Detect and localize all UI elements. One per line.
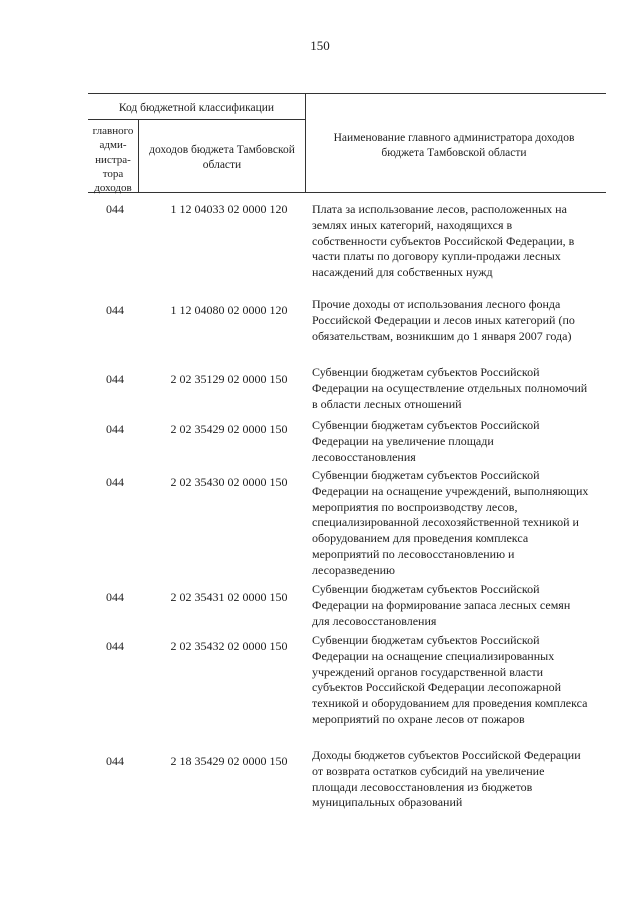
row-revenue-name: Субвенции бюджетам субъектов Российской Федерации на формирование запаса лесных семян для лесовосстановления xyxy=(312,582,571,628)
group-header-divider xyxy=(88,119,305,120)
header-administrator-name: Наименование главного администратора доходов бюджета Тамбовской области xyxy=(333,132,575,159)
table-top-border xyxy=(88,93,606,94)
row-revenue-name: Плата за использование лесов, расположенных на землях иных категорий, находящихся в собственности субъектов Российской Федерации, в части платы по договору купли-продажи лесных насаждений для собственных нужд xyxy=(312,202,575,280)
row-classification-code: 1 12 04080 02 0000 120 xyxy=(170,303,288,317)
row-revenue-name: Субвенции бюджетам субъектов Российской Федерации на оснащение учреждений, выполняющих мероприятия по воспроизводству лесов, специализированной лесохозяйственной техникой и оборудованием для проведения комплекса мероприятий по лесовосстановлению и лесоразведению xyxy=(312,468,589,577)
header-regional-income: доходов бюджета Тамбовской области xyxy=(149,144,295,171)
row-classification-code: 2 02 35129 02 0000 150 xyxy=(170,372,288,386)
row-administrator-code: 044 xyxy=(106,639,124,653)
column-divider-admin xyxy=(138,119,139,193)
row-administrator-code: 044 xyxy=(106,754,124,768)
row-classification-code: 2 02 35432 02 0000 150 xyxy=(170,639,288,653)
header-chief-administrator: главного адми-нистра-тора доходов xyxy=(92,125,134,195)
row-classification-code: 1 12 04033 02 0000 120 xyxy=(170,202,288,216)
header-classification-code: Код бюджетной классификации xyxy=(118,102,275,114)
row-administrator-code: 044 xyxy=(106,422,124,436)
row-administrator-code: 044 xyxy=(106,372,124,386)
row-revenue-name: Субвенции бюджетам субъектов Российской Федерации на увеличение площади лесовосстановления xyxy=(312,418,540,464)
header-bottom-border xyxy=(88,192,606,193)
row-administrator-code: 044 xyxy=(106,303,124,317)
page-number: 150 xyxy=(310,38,330,53)
row-classification-code: 2 02 35431 02 0000 150 xyxy=(170,590,288,604)
column-divider-code xyxy=(305,93,306,193)
row-administrator-code: 044 xyxy=(106,475,124,489)
row-revenue-name: Доходы бюджетов субъектов Российской Федерации от возврата остатков субсидий на увеличение площади лесовосстановления из бюджетов муниципальных образований xyxy=(312,748,581,810)
row-revenue-name: Субвенции бюджетам субъектов Российской Федерации на осуществление отдельных полномочий в области лесных отношений xyxy=(312,365,588,411)
row-administrator-code: 044 xyxy=(106,202,124,216)
row-classification-code: 2 18 35429 02 0000 150 xyxy=(170,754,288,768)
row-revenue-name: Субвенции бюджетам субъектов Российской Федерации на оснащение специализированных учреждений органов государственной власти субъектов Российской Федерации лесопожарной техникой и оборудованием для проведения комплекса мероприятий по охране лесов от пожаров xyxy=(312,633,588,727)
row-administrator-code: 044 xyxy=(106,590,124,604)
row-revenue-name: Прочие доходы от использования лесного фонда Российской Федерации и лесов иных категорий (по обязательствам, возникшим до 1 января 2007 года) xyxy=(312,297,575,343)
row-classification-code: 2 02 35429 02 0000 150 xyxy=(170,422,288,436)
row-classification-code: 2 02 35430 02 0000 150 xyxy=(170,475,288,489)
